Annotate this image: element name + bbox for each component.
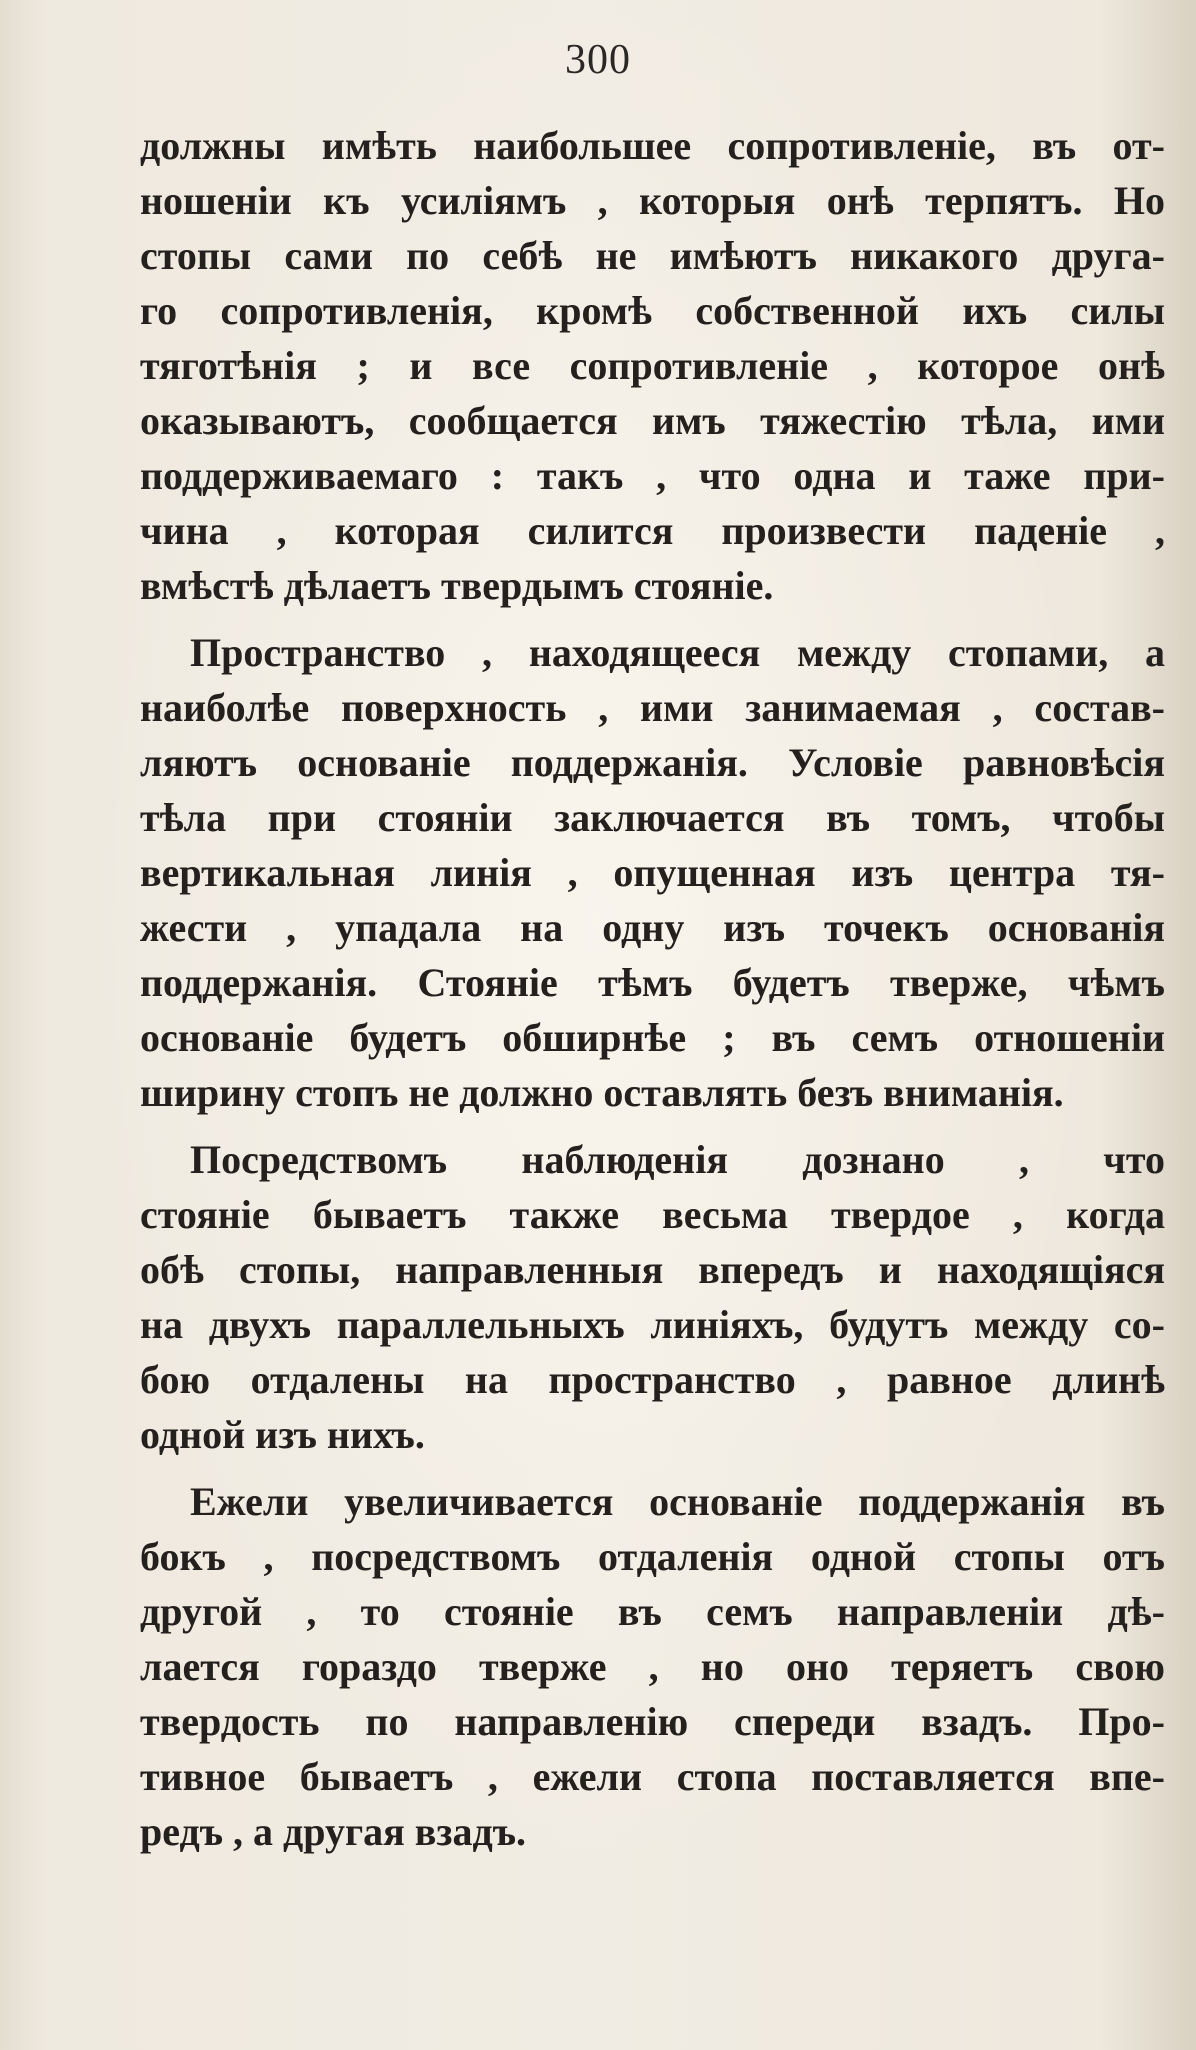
text-line: одной изъ нихъ. (140, 1412, 425, 1457)
text-line: стояніе бываетъ также весьма твердое , когда (140, 1192, 1165, 1237)
text-line: тяготѣнія ; и все сопротивленіе , которое онѣ (140, 343, 1165, 388)
text-line: ношеніи къ усиліямъ , которыя онѣ терпятъ. Но (140, 178, 1165, 223)
text-line: редъ , а другая взадъ. (140, 1809, 527, 1854)
paragraph (140, 1132, 1165, 1462)
page-number: 300 (565, 37, 631, 83)
text-line: тивное бываетъ , ежели стопа поставляется впе- (140, 1754, 1165, 1799)
paragraph (140, 1474, 1165, 1859)
text-line: бокъ , посредствомъ отдаленія одной стопы отъ (140, 1534, 1165, 1579)
text-line: должны имѣть наибольшее сопротивленіе, въ от- (140, 123, 1165, 168)
text-line: поддерживаемаго : такъ , что одна и таже при- (140, 453, 1165, 498)
text-line: ширину стопъ не должно оставлять безъ вниманія. (140, 1070, 1064, 1115)
page-body-text (140, 118, 1165, 1871)
text-line: тѣла при стояніи заключается въ томъ, чтобы (140, 795, 1165, 840)
text-line: другой , то стояніе въ семъ направленіи дѣ- (140, 1589, 1165, 1634)
text-line: оказываютъ, сообщается имъ тяжестію тѣла, ими (140, 398, 1165, 443)
text-line: стопы сами по себѣ не имѣютъ никакого друга- (140, 233, 1165, 278)
text-line: основаніе будетъ обширнѣе ; въ семъ отношеніи (140, 1015, 1165, 1060)
text-line: Пространство , находящееся между стопами, а (190, 630, 1165, 675)
text-line: Посредствомъ наблюденія дознано , что (190, 1137, 1165, 1182)
text-line: обѣ стопы, направленныя впередъ и находящіяся (140, 1247, 1165, 1292)
text-line: поддержанія. Стояніе тѣмъ будетъ тверже, чѣмъ (140, 960, 1165, 1005)
paragraph (140, 625, 1165, 1120)
text-line: твердость по направленію спереди взадъ. Про- (140, 1699, 1165, 1744)
paragraph (140, 118, 1165, 613)
text-line: Ежели увеличивается основаніе поддержанія въ (190, 1479, 1165, 1524)
text-line: наиболѣе поверхность , ими занимаемая , состав- (140, 685, 1165, 730)
text-line: вертикальная линія , опущенная изъ центра тя- (140, 850, 1165, 895)
text-line: го сопротивленія, кромѣ собственной ихъ силы (140, 288, 1165, 333)
text-line: чина , которая силится произвести паденіе , (140, 508, 1165, 553)
text-line: лается гораздо тверже , но оно теряетъ свою (140, 1644, 1165, 1689)
text-line: вмѣстѣ дѣлаетъ твердымъ стояніе. (140, 563, 774, 608)
text-line: бою отдалены на пространство , равное длинѣ (140, 1357, 1165, 1402)
text-line: на двухъ параллельныхъ линіяхъ, будутъ между со- (140, 1302, 1165, 1347)
text-line: жести , упадала на одну изъ точекъ основанія (140, 905, 1165, 950)
text-line: ляютъ основаніе поддержанія. Условіе равновѣсія (140, 740, 1165, 785)
